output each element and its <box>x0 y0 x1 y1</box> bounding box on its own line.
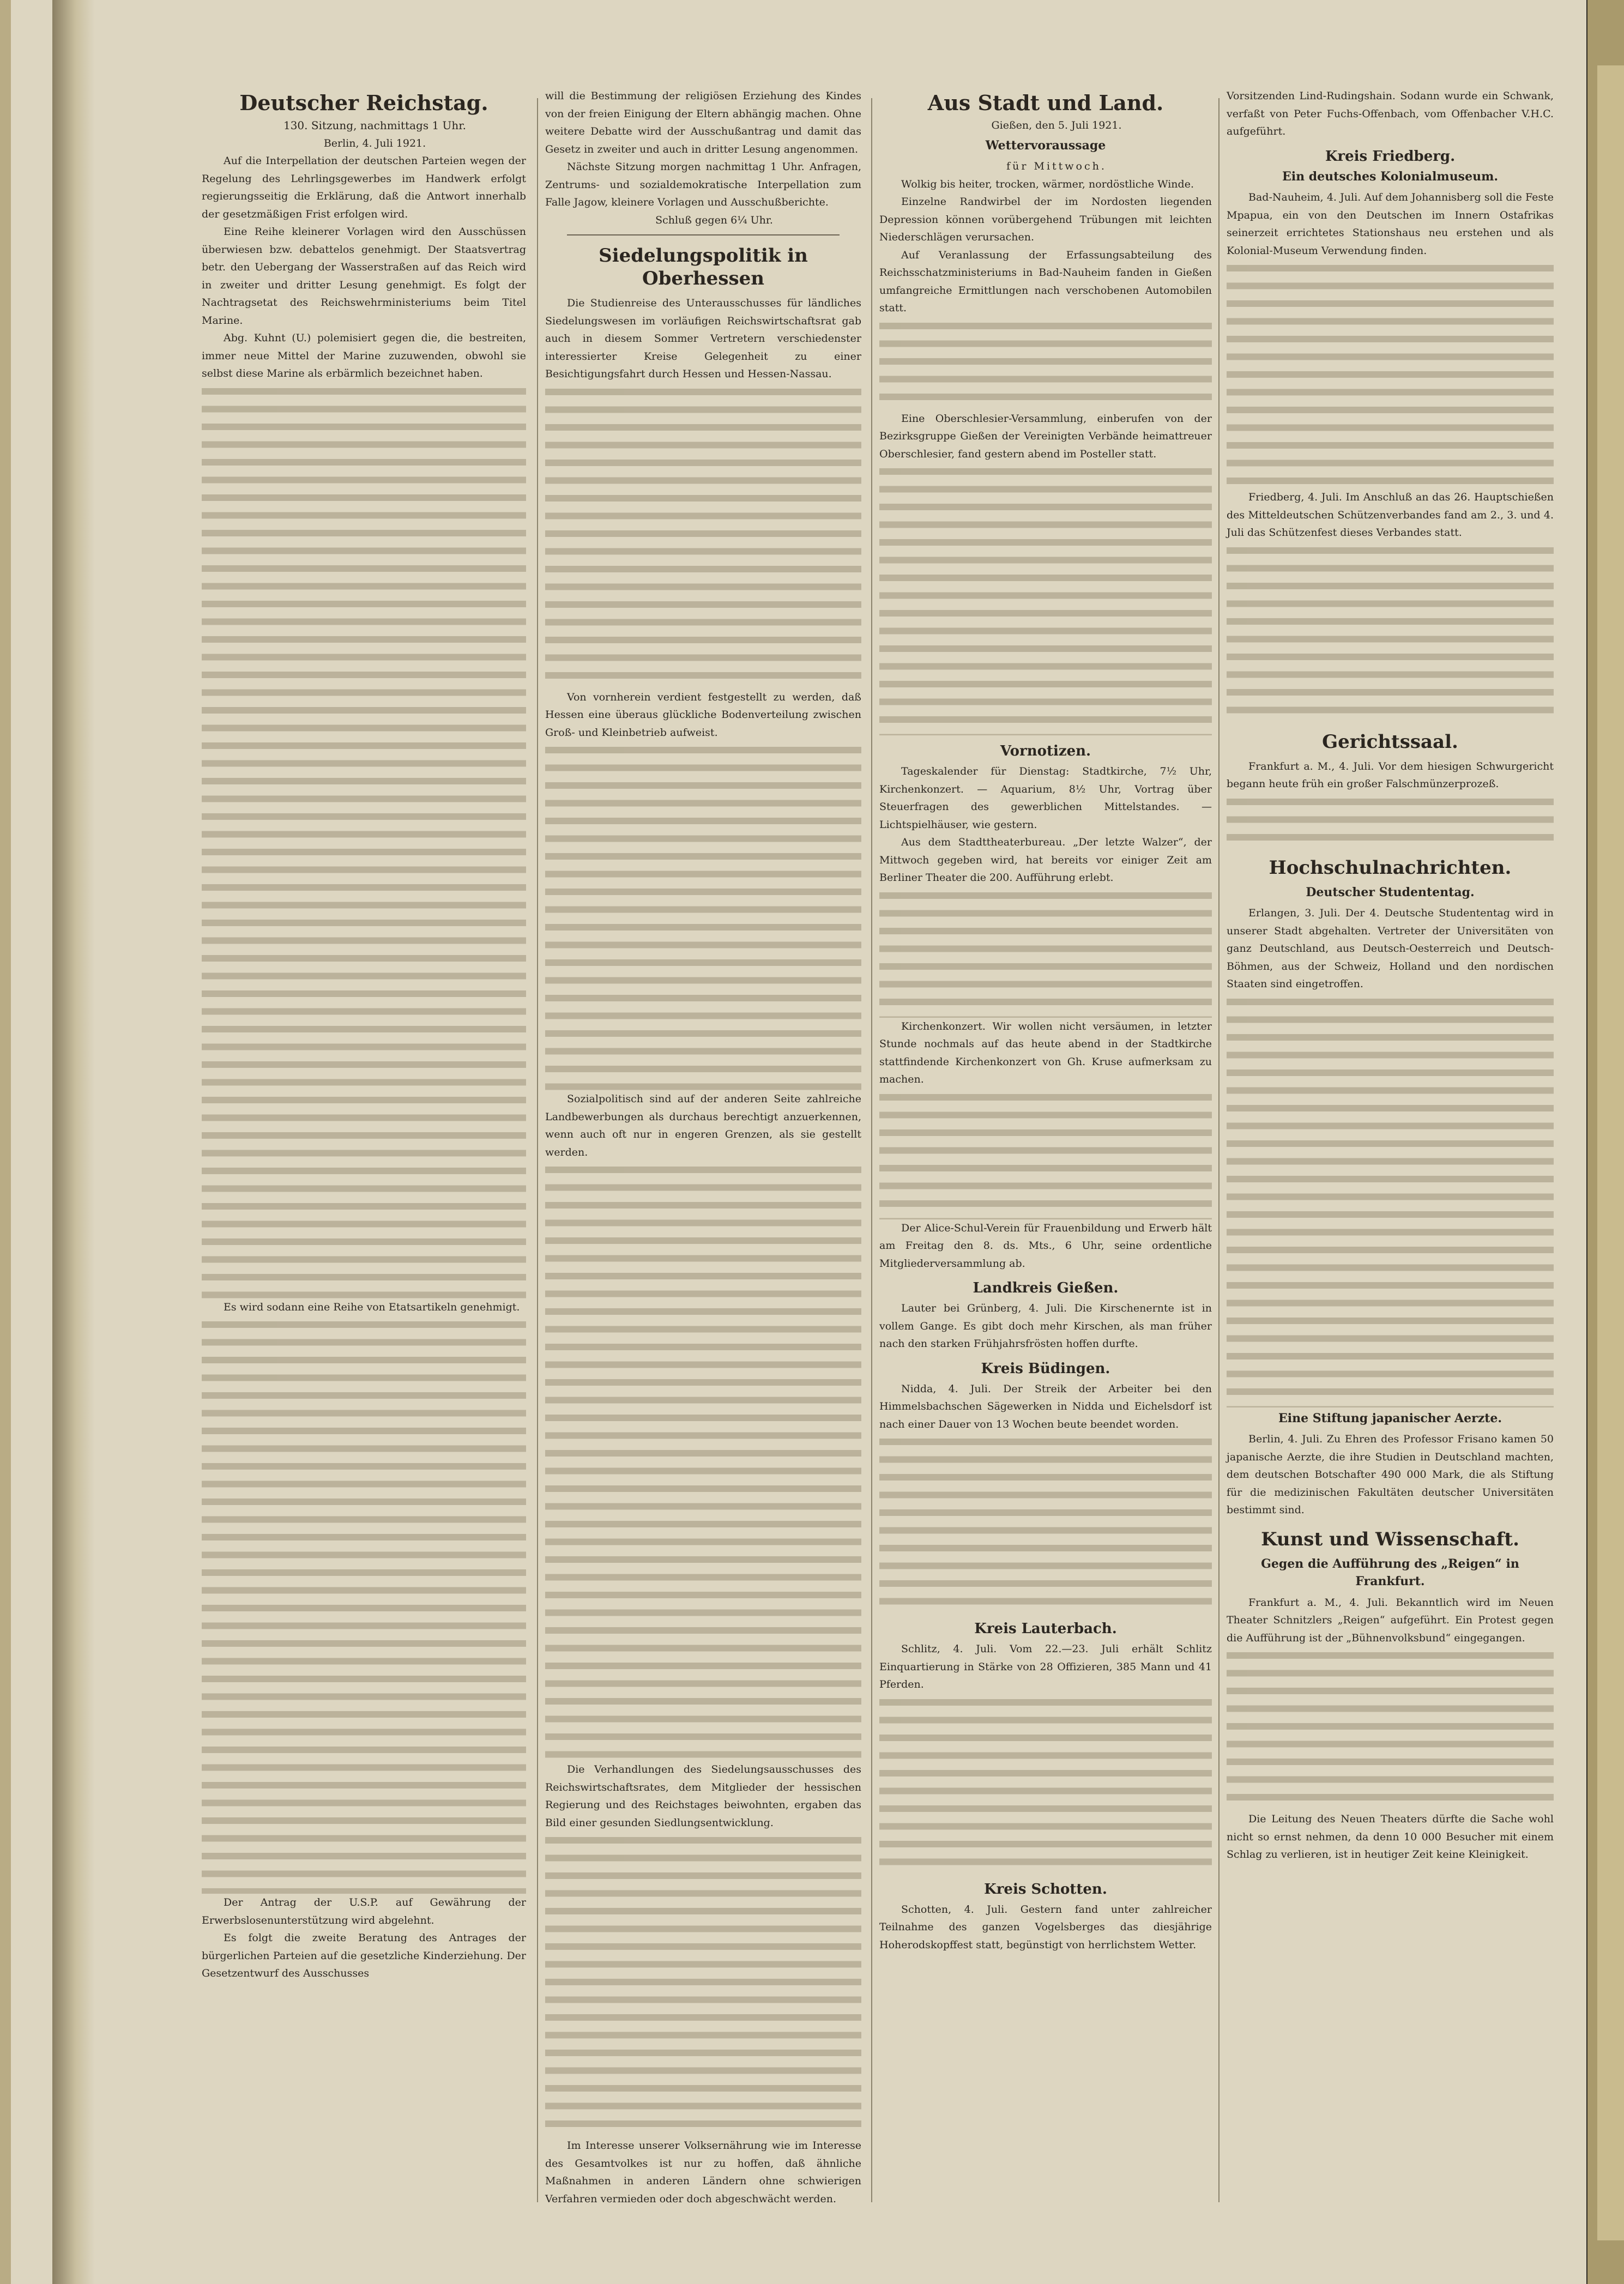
illegible-text-block <box>879 1089 1212 1219</box>
paragraph: Auf die Interpellation der deutschen Parteien wegen der Regelung des Lehrlingsgewerbes im Handwerk erfolgt regierungsseitig die Erklärung, daß die Antwort innerhalb der gesetzmäßigen Frist erfolgen wird. <box>202 155 526 220</box>
paragraph: Erlangen, 3. Juli. Der 4. Deutsche Studententag wird in unserer Stadt abgehalten. Vertreter der Universitäten von ganz Deutschland, aus Deutsch-Oesterreich und Deutsch-Böhmen, aus der Schweiz, Holland und den nordischen Staaten sind eingetroffen. <box>1227 907 1554 990</box>
district-heading: Landkreis Gießen. <box>973 1280 1119 1296</box>
illegible-text-block <box>202 1316 526 1894</box>
weather-heading: Wettervoraussage <box>985 138 1106 153</box>
paragraph: Nächste Sitzung morgen nachmittag 1 Uhr. Anfragen, Zentrums- und sozialdemokratische Interpellation zum Falle Jagow, kleinere Vorlagen und Ausschußberichte. <box>545 161 861 208</box>
column-kreise <box>1227 87 1554 1864</box>
illegible-text-block <box>879 463 1212 735</box>
article-subheading: Eine Stiftung japanischer Aerzte. <box>1278 1411 1502 1425</box>
weather-text: Wolkig bis heiter, trocken, wärmer, nordöstliche Winde. <box>901 178 1194 190</box>
illegible-text-block <box>879 317 1212 410</box>
paragraph: Frankfurt a. M., 4. Juli. Vor dem hiesigen Schwurgericht begann heute früh ein großer Falschmünzerprozeß. <box>1227 760 1554 790</box>
illegible-text-block <box>545 383 861 688</box>
illegible-text-block <box>879 1694 1212 1874</box>
paragraph: Die Studienreise des Unterausschusses für ländliches Siedelungswesen im vorläufigen Reichswirtschaftsrat gab auch in diesem Sommer Vertretern verschiedenster interessierter Kreise Gelegenheit zu einer Besichtigungsfahrt durch Hessen und Hessen-Nassau. <box>545 297 861 380</box>
paragraph: Es folgt die zweite Beratung des Antrages der bürgerlichen Parteien auf die gesetzliche Kinderziehung. Der Gesetzentwurf des Ausschusses <box>202 1932 526 1979</box>
paragraph: Die Leitung des Neuen Theaters dürfte die Sache wohl nicht so ernst nehmen, da denn 10 000 Besucher mit einem Schlag zu verlieren, ist in heutiger Zeit keine Kleinigkeit. <box>1227 1813 1554 1860</box>
illegible-text-block <box>202 383 526 1298</box>
illegible-text-block <box>879 887 1212 1018</box>
paragraph: Sozialpolitisch sind auf der anderen Seite zahlreiche Landbewerbungen als durchaus berechtigt anzuerkennen, wenn auch oft nur in engeren Grenzen, als sie gestellt werden. <box>545 1093 861 1158</box>
page-fold-shadow <box>52 0 95 2284</box>
paragraph: Die Verhandlungen des Siedelungsausschusses des Reichswirtschaftsrates, dem Mitglieder der hessischen Regierung und des Reichstages beiwohnten, ergaben das Bild einer gesunden Siedlungsentwicklung. <box>545 1763 861 1829</box>
article-title: Deutscher Reichstag. <box>239 90 488 115</box>
column-stadt-und-land <box>879 87 1212 1954</box>
paragraph: Friedberg, 4. Juli. Im Anschluß an das 26. Hauptschießen des Mitteldeutschen Schützenverbandes fand am 2., 3. und 4. Juli das Schützenfest dieses Verbandes statt. <box>1227 491 1554 539</box>
news-item: Eine Oberschlesier-Versammlung, einberufen von der Bezirksgruppe Gießen der Vereinigten Verbände heimattreuer Oberschlesier, fand gestern abend im Posteller statt. <box>879 412 1212 460</box>
paragraph: Frankfurt a. M., 4. Juli. Bekanntlich wird im Neuen Theater Schnitzlers „Reigen“ aufgeführt. Ein Protest gegen die Aufführung ist der „Bühnenvolksbund“ eingegangen. <box>1227 1596 1554 1644</box>
notices-heading: Vornotizen. <box>1000 743 1091 759</box>
paragraph: Abg. Kuhnt (U.) polemisiert gegen die, die bestreiten, immer neue Mittel der Marine zuzuwenden, obwohl sie selbst diese Marine als erbärmlich bezeichnet haben. <box>202 332 526 379</box>
illegible-text-block <box>1227 793 1554 848</box>
column-rule <box>537 98 538 2202</box>
paragraph: Der Antrag der U.S.P. auf Gewährung der Erwerbslosenunterstützung wird abgelehnt. <box>202 1896 526 1926</box>
district-item: Schotten, 4. Juli. Gestern fand unter zahlreicher Teilnahme des ganzen Vogelsberges das diesjährige Hoherodskopffest statt, begünstigt von herrlichstem Wetter. <box>879 1903 1212 1951</box>
district-item: Nidda, 4. Juli. Der Streik der Arbeiter bei den Himmelsbachschen Sägewerken in Nidda und Eichelsdorf ist nach einer Dauer von 13 Wochen beute beendet worden. <box>879 1382 1212 1430</box>
paragraph: Von vornherein verdient festgestellt zu werden, daß Hessen eine überaus glückliche Bodenverteilung zwischen Groß- und Kleinbetrieb aufweist. <box>545 691 861 739</box>
paragraph: Bad-Nauheim, 4. Juli. Auf dem Johannisberg soll die Feste Mpapua, ein von den Deutschen im Innern Ostafrikas seinerzeit errichtetes Stationshaus neu erstehen und als Kolonial-Museum Verwendung finden. <box>1227 191 1554 257</box>
illegible-text-block <box>545 741 861 1090</box>
paragraph: will die Bestimmung der religiösen Erziehung des Kindes von der freien Einigung der Eltern abhängig machen. Ohne weitere Debatte wird der Ausschußantrag und damit das Gesetz in zweiter und auch in dritter Lesung angenommen. <box>545 90 861 155</box>
district-item: Lauter bei Grünberg, 4. Juli. Die Kirschenernte ist in vollem Gange. Es gibt doch mehr Kirschen, als man früher nach den starken Frühjahrsfrösten hoffen durfte. <box>879 1302 1212 1350</box>
column-rule <box>871 98 872 2202</box>
notice: Tageskalender für Dienstag: Stadtkirche, 7½ Uhr, Kirchenkonzert. — Aquarium, 8½ Uhr, Vortrag über Steuerfragen des gewerblichen Mittelstandes. — Lichtspielhäuser, wie gestern. <box>879 765 1212 831</box>
notice: Aus dem Stadttheaterbureau. „Der letzte Walzer“, der Mittwoch gegeben wird, hat bereits vor einiger Zeit am Berliner Theater die 200. Aufführung erlebt. <box>879 836 1212 884</box>
illegible-text-block <box>545 1161 861 1761</box>
notice: Der Alice-Schul-Verein für Frauenbildung und Erwerb hält am Freitag den 8. ds. Mts., 6 Uhr, seine ordentliche Mitgliederversammlung ab. <box>879 1222 1212 1270</box>
paragraph: Berlin, 4. Juli. Zu Ehren des Professor Frisano kamen 50 japanische Aerzte, die ihre Studien in Deutschland machten, dem deutschen Botschafter 490 000 Mark, die als Stiftung für die medizinischen Fakultäten deutscher Universitäten bestimmt sind. <box>1227 1433 1554 1516</box>
weather-subheading: für Mittwoch. <box>1006 160 1107 172</box>
illegible-text-block <box>879 1433 1212 1613</box>
paragraph: Es wird sodann eine Reihe von Etatsartikeln genehmigt. <box>224 1301 520 1313</box>
adjacent-page-sliver <box>1597 65 1624 2240</box>
article-subheading: Gegen die Aufführung des „Reigen“ in Frankfurt. <box>1261 1556 1519 1588</box>
illegible-text-block <box>1227 259 1554 488</box>
illegible-text-block <box>1227 542 1554 722</box>
session-line: 130. Sitzung, nachmittags 1 Uhr. <box>283 119 467 132</box>
article-subheading: Deutscher Studententag. <box>1306 885 1475 899</box>
article-title: Siedelungspolitik in Oberhessen <box>599 245 808 289</box>
column-rule <box>1218 98 1219 2202</box>
column-reichstag <box>202 87 526 1983</box>
weather-note: Einzelne Randwirbel der im Nordosten liegenden Depression können vorübergehend Trübungen mit leichten Niederschlägen verursachen. <box>879 196 1212 243</box>
dateline: Berlin, 4. Juli 1921. <box>323 137 426 149</box>
illegible-text-block <box>1227 993 1554 1407</box>
notice: Kirchenkonzert. Wir wollen nicht versäumen, in letzter Stunde nochmals auf das heute abend in der Stadtkirche stattfindende Kirchenkonzert von Gh. Kruse aufmerksam zu machen. <box>879 1020 1212 1085</box>
illegible-text-block <box>1227 1647 1554 1810</box>
district-heading: Kreis Büdingen. <box>981 1360 1110 1377</box>
district-heading: Kreis Lauterbach. <box>974 1621 1117 1637</box>
article-subheading: Ein deutsches Kolonialmuseum. <box>1282 169 1499 184</box>
district-item: Schlitz, 4. Juli. Vom 22.—23. Juli erhält Schlitz Einquartierung in Stärke von 28 Offizieren, 385 Mann und 41 Pferden. <box>879 1643 1212 1690</box>
illegible-text-block <box>545 1832 861 2137</box>
section-heading: Kunst und Wissenschaft. <box>1261 1528 1519 1550</box>
column-siedelung <box>545 87 861 2208</box>
dateline: Gießen, den 5. Juli 1921. <box>991 119 1122 131</box>
divider <box>567 234 840 235</box>
paragraph: Vorsitzenden Lind-Rudingshain. Sodann wurde ein Schwank, verfaßt von Peter Fuchs-Offenbach, vom Offenbacher V.H.C. aufgeführt. <box>1227 90 1554 137</box>
section-heading: Hochschulnachrichten. <box>1269 856 1512 879</box>
district-heading: Kreis Friedberg. <box>1325 148 1456 165</box>
paragraph: Eine Reihe kleinerer Vorlagen wird den Ausschüssen überwiesen bzw. debattelos genehmigt. Der Staatsvertrag betr. den Uebergang der Wasserstraßen auf das Reich wird in zweiter und dritter Lesung genehmigt. Es folgt der Nachtragsetat des Reichswehrministeriums beim Titel Marine. <box>202 226 526 327</box>
section-title: Aus Stadt und Land. <box>927 90 1164 115</box>
district-heading: Kreis Schotten. <box>984 1881 1107 1898</box>
news-item: Auf Veranlassung der Erfassungsabteilung des Reichsschatzministeriums in Bad-Nauheim fanden in Gießen umfangreiche Ermittlungen nach verschobenen Automobilen statt. <box>879 249 1212 314</box>
closing-line: Schluß gegen 6¼ Uhr. <box>655 214 773 226</box>
paragraph: Im Interesse unserer Volksernährung wie im Interesse des Gesamtvolkes ist nur zu hoffen, daß ähnliche Maßnahmen in anderen Ländern ohne schwierigen Verfahren vermieden oder doch abgeschwächt werden. <box>545 2140 861 2205</box>
section-heading: Gerichtssaal. <box>1322 730 1458 753</box>
